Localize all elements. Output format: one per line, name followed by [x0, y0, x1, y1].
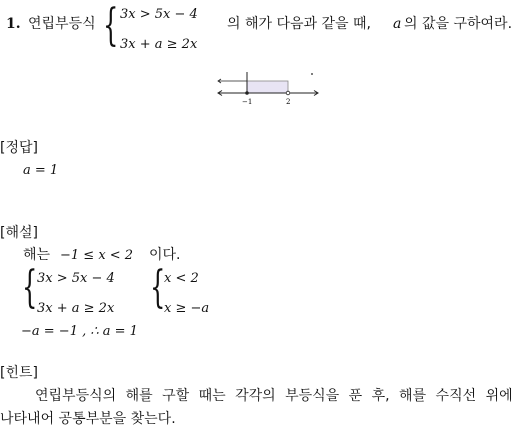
- left-system-ineq-2: 3x + a ≥ 2x: [37, 301, 115, 316]
- right-system-ineq-2: x ≥ −a: [164, 301, 210, 316]
- answer-value: a = 1: [23, 163, 59, 178]
- problem-tail-b: 의 값을 구하여라.: [404, 16, 513, 32]
- open-point-icon: [286, 91, 290, 95]
- dot-mark: [311, 73, 313, 75]
- problem-lead: 연립부등식: [28, 16, 96, 32]
- explanation-line1-end: 이다.: [149, 247, 181, 263]
- explanation-label: [해설]: [0, 225, 38, 241]
- explanation-conclusion: −a = −1 , ∴ a = 1: [21, 324, 138, 339]
- explanation-line1-text: 해는: [23, 247, 51, 263]
- right-system-ineq-1: x < 2: [164, 271, 199, 286]
- problem-ineq-1: 3x > 5x − 4: [120, 7, 198, 22]
- explanation-line1-math: −1 ≤ x < 2: [60, 248, 134, 263]
- problem-tail-a: 의 해가 다음과 같을 때,: [227, 16, 371, 32]
- right-system-brace-icon: {: [150, 262, 166, 313]
- left-brace-icon: {: [103, 0, 119, 51]
- number-line: [215, 66, 325, 108]
- tick-label-minus1: −1: [242, 98, 253, 106]
- hint-line1: 연립부등식의 해를 구할 때는 각각의 부등식을 푼 후, 해를 수직선 위에: [35, 388, 513, 404]
- solution-region: [247, 81, 288, 93]
- closed-point-icon: [245, 91, 249, 95]
- answer-label: [정답]: [0, 140, 38, 156]
- left-system-brace-icon: {: [22, 262, 38, 313]
- number-line-svg: [215, 66, 325, 108]
- problem-ineq-2: 3x + a ≥ 2x: [120, 37, 198, 52]
- hint-line2: 나타내어 공통부분을 찾는다.: [0, 411, 176, 427]
- hint-label: [힌트]: [0, 365, 38, 381]
- tick-label-2: 2: [286, 98, 291, 106]
- left-system-ineq-1: 3x > 5x − 4: [37, 271, 115, 286]
- problem-var: a: [393, 16, 402, 32]
- problem-number: 1.: [6, 16, 21, 32]
